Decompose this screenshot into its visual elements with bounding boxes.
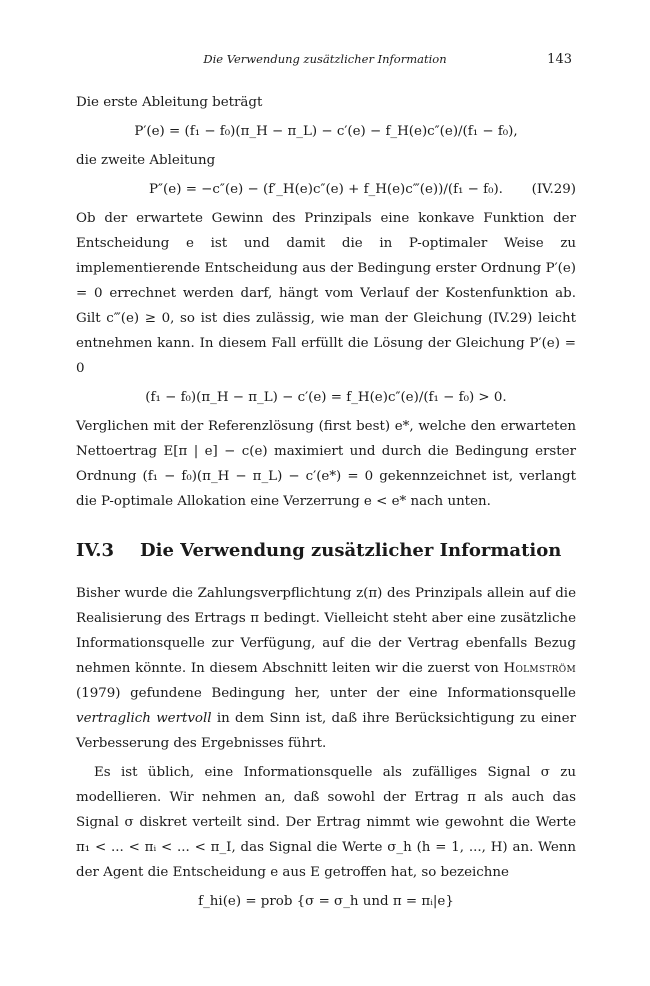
page-number: 143 [547, 52, 572, 67]
paragraph-text: in dem Sinn ist, daß ihre Berücksichtigung zu einer Verbesserung des Ergebnisses führt. [76, 711, 576, 751]
paragraph-text: Bisher wurde die Zahlungsverpflichtung z(π) des Prinzipals allein auf die Realisierung des Ertrags π bedingt. Vielleicht steht aber eine zusätzliche Informationsquelle zur Verfügung, auf die der Vertrag ebenfalls Bezug nehmen könnte. In diesem Abschnitt leiten wir die zuerst von [76, 586, 576, 676]
section-heading [76, 540, 576, 561]
equation-joint-probability: f_hi(e) = prob {σ = σ_h und π = πᵢ|e} [198, 894, 454, 909]
equation-second-derivative [76, 177, 576, 202]
section-number: IV.3 [76, 540, 115, 561]
paragraph-concavity: Ob der erwartete Gewinn des Prinzipals eine konkave Funktion der Entscheidung e ist und damit die in P-optimaler Weise zu implementierende Entscheidung aus der Bedingung erster Ordnung P′(e) = 0 errechnet werden darf, hängt vom Verlauf der Kostenfunktion ab. Gilt c‴(e) ≥ 0, so ist dies zulässig, wie man der Gleichung (IV.29) leicht entnehmen kann. In diesem Fall erfüllt die Lösung der Gleichung P′(e) = 0 [76, 211, 576, 376]
paragraph-second-derivative-intro: die zweite Ableitung [76, 153, 216, 168]
equation-second-derivative-body: P″(e) = −c″(e) − (f′_H(e)c″(e) + f_H(e)c‴(e))/(f₁ − f₀). [149, 182, 503, 197]
paragraph-additional-information [76, 581, 576, 756]
paragraph-text: (1979) gefundene Bedingung her, unter der eine Informationsquelle [76, 686, 576, 701]
equation-first-derivative: P′(e) = (f₁ − f₀)(π_H − π_L) − c′(e) − f_H(e)c″(e)/(f₁ − f₀), [134, 124, 518, 139]
equation-number: (IV.29) [531, 182, 576, 197]
paragraph-first-best-comparison: Verglichen mit der Referenzlösung (first best) e*, welche den erwarteten Nettoertrag E[π | e] − c(e) maximiert und durch die Bedingung erster Ordnung (f₁ − f₀)(π_H − π_L) − c′(e*) = 0 gekennzeichnet ist, verlangt die P-optimale Allokation eine Verzerrung e < e* nach unten. [76, 419, 576, 509]
paragraph-signal-model: Es ist üblich, eine Informationsquelle als zufälliges Signal σ zu modellieren. Wir nehmen an, daß sowohl der Ertrag π als auch das Signal σ diskret verteilt sind. Der Ertrag nimmt wie gewohnt die Werte π₁ < ... < πᵢ < ... < π_I, das Signal die Werte σ_h (h = 1, ..., H) an. Wenn der Agent die Entscheidung e aus E getroffen hat, so bezeichne [76, 765, 576, 880]
equation-solution-condition: (f₁ − f₀)(π_H − π_L) − c′(e) = f_H(e)c″(e)/(f₁ − f₀) > 0. [145, 390, 507, 405]
running-head [0, 52, 650, 70]
section-title: Die Verwendung zusätzlicher Information [140, 540, 562, 561]
author-name: Holmström [503, 661, 576, 676]
emphasis-term: vertraglich wertvoll [76, 711, 212, 726]
running-title: Die Verwendung zusätzlicher Information [203, 52, 447, 66]
page-body [76, 90, 576, 918]
paragraph-first-derivative-intro: Die erste Ableitung beträgt [76, 95, 263, 110]
